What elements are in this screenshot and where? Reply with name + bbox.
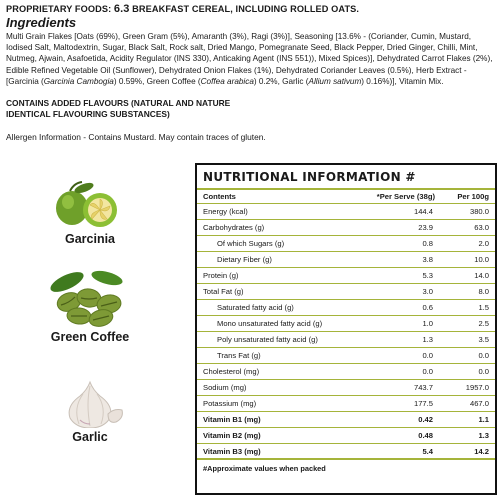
row-per-serve: 177.5: [413, 399, 433, 408]
row-per-100g: 380.0: [469, 207, 489, 216]
row-name: Vitamin B2 (mg): [203, 431, 261, 440]
garcinia-label: Garcinia: [64, 232, 116, 246]
table-row: [197, 444, 495, 460]
row-per-serve: 3.8: [422, 255, 433, 264]
row-per-100g: 0.0: [478, 351, 489, 360]
table-row: [197, 268, 495, 284]
ingredients-part-2: ) 0.59%, Green Coffee (: [113, 76, 201, 86]
table-row: [197, 252, 495, 268]
row-per-100g: 2.0: [478, 239, 489, 248]
coffee-latin-name: Coffea arabica: [200, 76, 254, 86]
row-per-100g: 10.0: [474, 255, 489, 264]
garcinia-latin-name: Garcinia Cambogia: [43, 76, 114, 86]
allergen-information: Allergen Information - Contains Mustard. May contain traces of gluten.: [6, 132, 266, 143]
garcinia-icon: [50, 180, 130, 230]
row-per-serve: 0.48: [418, 431, 433, 440]
row-per-serve: 743.7: [413, 383, 433, 392]
proprietary-suffix: BREAKFAST CEREAL, INCLUDING ROLLED OATS.: [132, 4, 360, 14]
herb-green-coffee: [20, 268, 160, 344]
row-name: Potassium (mg): [203, 399, 257, 408]
row-per-100g: 8.0: [478, 287, 489, 296]
row-per-100g: 3.5: [478, 335, 489, 344]
garlic-icon: [50, 378, 130, 428]
contents-header: Contents: [203, 192, 236, 201]
row-name: Of which Sugars (g): [217, 239, 285, 248]
ingredients-part-3: ) 0.2%, Garlic (: [253, 76, 309, 86]
table-row: [197, 412, 495, 428]
row-per-serve: 0.8: [422, 239, 433, 248]
herb-garcinia: [20, 180, 160, 246]
row-name: Dietary Fiber (g): [217, 255, 272, 264]
row-name: Protein (g): [203, 271, 239, 280]
row-name: Cholesterol (mg): [203, 367, 260, 376]
row-per-serve: 3.0: [422, 287, 433, 296]
added-flavours-note: CONTAINS ADDED FLAVOURS (NATURAL AND NATURE IDENTICAL FLAVOURING SUBSTANCES): [6, 98, 231, 120]
ingredients-part-4: ) 0.16%)], Vitamin Mix.: [361, 76, 444, 86]
per-serve-header: *Per Serve (38g): [376, 192, 435, 201]
row-per-100g: 63.0: [474, 223, 489, 232]
herb-garlic: [20, 378, 160, 444]
nutrition-footnote: #Approximate values when packed: [203, 464, 326, 473]
row-per-100g: 1.3: [478, 431, 489, 440]
table-row: [197, 428, 495, 444]
row-per-serve: 144.4: [413, 207, 433, 216]
table-row: [197, 380, 495, 396]
row-per-serve: 0.0: [422, 367, 433, 376]
proprietary-foods-line: [6, 3, 496, 15]
table-row: [197, 204, 495, 220]
row-per-serve: 5.4: [422, 447, 433, 456]
row-name: Saturated fatty acid (g): [217, 303, 294, 312]
nutrition-header-row: [197, 190, 495, 204]
table-row: [197, 396, 495, 412]
row-per-100g: 467.0: [469, 399, 489, 408]
garlic-latin-name: Allium sativum: [308, 76, 362, 86]
per-100g-header: Per 100g: [457, 192, 489, 201]
row-per-serve: 23.9: [418, 223, 433, 232]
row-per-100g: 14.0: [474, 271, 489, 280]
proprietary-prefix: PROPRIETARY FOODS:: [6, 4, 112, 14]
garlic-label: Garlic: [72, 430, 108, 444]
row-name: Trans Fat (g): [217, 351, 261, 360]
row-per-serve: 0.42: [418, 415, 433, 424]
row-name: Sodium (mg): [203, 383, 247, 392]
row-per-100g: 1957.0: [465, 383, 489, 392]
row-name: Total Fat (g): [203, 287, 244, 296]
table-row: [197, 316, 495, 332]
green-coffee-icon: [45, 268, 135, 328]
table-row: [197, 364, 495, 380]
row-per-100g: 14.2: [474, 447, 489, 456]
row-name: Vitamin B3 (mg): [203, 447, 261, 456]
row-per-100g: 1.1: [478, 415, 489, 424]
row-name: Energy (kcal): [203, 207, 248, 216]
table-row: [197, 284, 495, 300]
row-per-serve: 5.3: [422, 271, 433, 280]
ingredients-part-1: Multi Grain Flakes [Oats (69%), Green Gram (5%), Amaranth (3%), Ragi (3%)], Seasoning [13.6% - (Coriander, Cumin, Mustard, Iodised Salt, Maltodextrin, Sugar, Black Salt, Rock salt, Dried Mango, Pomegranate Seed, Black Pepper, Dried Ginger, Chilli, Mint, Nutmeg, Ajwain, Asafoetida, Acidity Regulator (INS 330), Anticaking Agent (INS 551)), Mixed Spices)], Dehydrated Carrot Flakes (2%), Edible Refined Vegetable Oil (Sunflower), Dehydrated Onion Flakes (1%), Dehydrated Coriander Leaves (0.5%), Herb Extract - [Garcinia (: [6, 32, 493, 86]
table-row: [197, 300, 495, 316]
ingredients-text: [6, 31, 496, 87]
row-name: Mono unsaturated fatty acid (g): [217, 319, 323, 328]
row-per-serve: 0.0: [422, 351, 433, 360]
proprietary-number: 6.3: [113, 3, 130, 15]
green-coffee-label: Green Coffee: [50, 330, 130, 344]
label-header: [6, 3, 496, 143]
row-per-serve: 0.6: [422, 303, 433, 312]
table-row: [197, 220, 495, 236]
table-row: [197, 236, 495, 252]
table-row: [197, 332, 495, 348]
row-name: Vitamin B1 (mg): [203, 415, 261, 424]
table-row: [197, 348, 495, 364]
row-name: Carbohydrates (g): [203, 223, 265, 232]
row-per-100g: 0.0: [478, 367, 489, 376]
row-per-serve: 1.0: [422, 319, 433, 328]
nutrition-title: NUTRITIONAL INFORMATION #: [197, 165, 495, 190]
row-per-serve: 1.3: [422, 335, 433, 344]
row-per-100g: 1.5: [478, 303, 489, 312]
ingredients-title: Ingredients: [6, 15, 77, 30]
nutrition-table: [195, 163, 497, 495]
row-name: Poly unsaturated fatty acid (g): [217, 335, 318, 344]
row-per-100g: 2.5: [478, 319, 489, 328]
